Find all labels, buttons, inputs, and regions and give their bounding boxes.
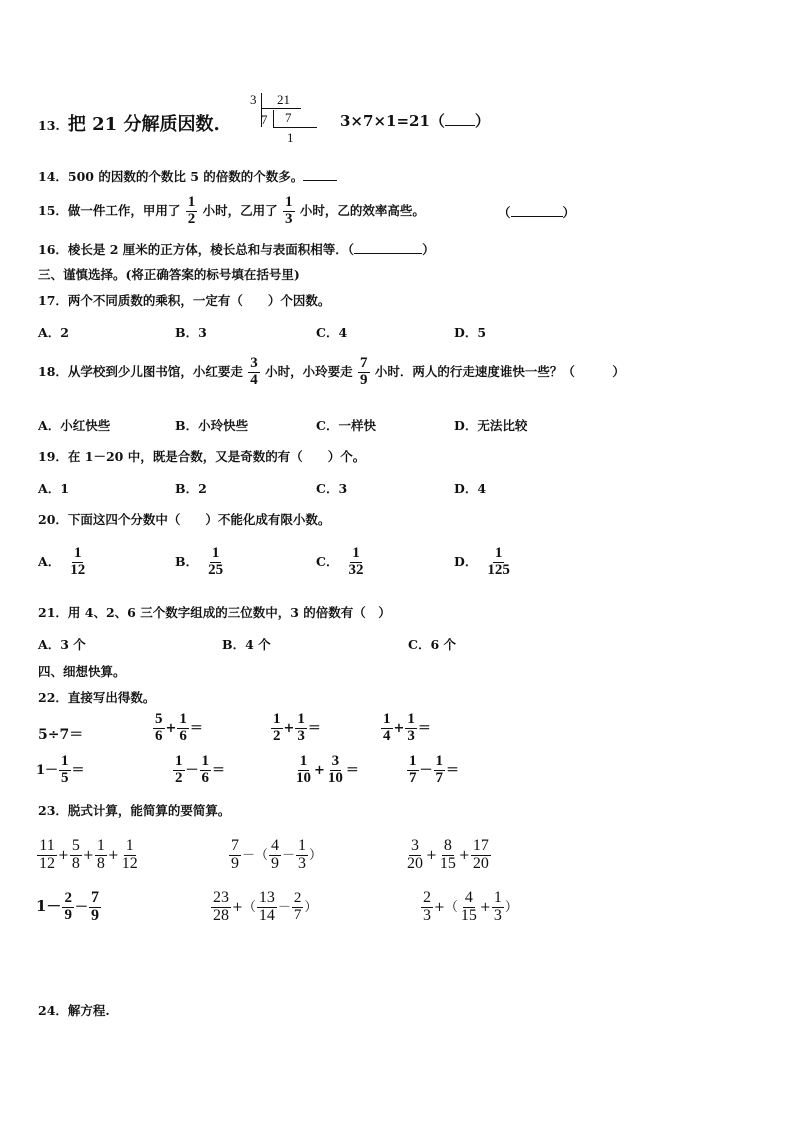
calc-item: $\frac{1}{7}$ － $\frac{1}{7}$ ＝ — [409, 753, 460, 786]
question-13 — [38, 110, 220, 136]
calc-item: $\frac{1}{10}$ + $\frac{3}{10}$ ＝ — [296, 753, 359, 786]
option-a[interactable]: A．3 个 — [38, 637, 86, 652]
question-17: 17．两个不同质数的乘积，一定有（ ）个因数。 — [38, 293, 331, 308]
question-14: 14．500 的因数的个数比 5 的倍数的个数多。 — [38, 167, 337, 185]
calc-item: $\frac{1}{2}$ + $\frac{1}{3}$ ＝ — [273, 711, 321, 744]
expression-3: $\frac{3}{20}$ + $\frac{8}{15}$ + $\frac{17}{20}$ — [407, 837, 489, 872]
question-23: 23．脱式计算，能简算的要简算。 — [38, 803, 231, 818]
fraction: $\frac{7}{9}$ — [360, 355, 368, 388]
question-20: 20．下面这四个分数中（ ）不能化成有限小数。 — [38, 512, 331, 527]
calc-item: $\frac{5}{6}$ + $\frac{1}{6}$ ＝ — [155, 711, 203, 744]
option-c[interactable]: C．一样快 — [316, 418, 376, 433]
dividend-1: 21 — [277, 92, 290, 107]
question-number: 13. — [38, 118, 60, 133]
dividend-2: 7 — [285, 110, 292, 125]
quotient: 1 — [287, 130, 294, 145]
option-d[interactable]: D． $\frac{1}{125}$ — [454, 545, 510, 578]
option-b[interactable]: B．4 个 — [222, 637, 271, 652]
option-b[interactable]: B． $\frac{1}{25}$ — [175, 545, 224, 578]
fraction: $\frac{1}{32}$ — [348, 545, 364, 578]
division-bar-2 — [273, 110, 274, 127]
option-a[interactable]: A．2 — [38, 325, 69, 340]
question-24: 24．解方程. — [38, 1003, 110, 1018]
option-a[interactable]: A． $\frac{1}{12}$ — [38, 545, 86, 578]
section-4-title: 四、细想快算。 — [38, 664, 126, 679]
option-d[interactable]: D．4 — [454, 481, 487, 496]
expression-1: $\frac{11}{12}$ + $\frac{5}{8}$ + $\frac{1}{8}$ + $\frac{1}{12}$ — [39, 837, 138, 872]
fraction: $\frac{3}{4}$ — [250, 355, 258, 388]
expression-2: $\frac{7}{9}$ －（ $\frac{4}{9}$ － $\frac{1}{3}$ ） — [231, 837, 323, 872]
answer-blank[interactable] — [354, 253, 422, 254]
question-21: 21．用 4、2、6 三个数字组成的三位数中，3 的倍数有（ ） — [38, 605, 391, 620]
option-b[interactable]: B．小玲快些 — [175, 418, 249, 433]
option-c[interactable]: C．4 — [316, 325, 348, 340]
calc-item: 1－ $\frac{1}{5}$ ＝ — [36, 753, 85, 786]
fraction: $\frac{1}{2}$ — [187, 194, 196, 227]
option-b[interactable]: B．3 — [175, 325, 207, 340]
divisor-1: 3 — [250, 92, 257, 107]
answer-blank[interactable] — [303, 180, 337, 181]
expression-4: 1－ $\frac{2}{9}$ － $\frac{7}{9}$ — [36, 889, 99, 924]
option-a[interactable]: A．1 — [38, 481, 69, 496]
divisor-2: 7 — [261, 112, 268, 127]
fraction: $\frac{1}{125}$ — [487, 545, 510, 578]
question-16: 16．棱长是 2 厘米的正方体，棱长总和与表面积相等．（ ） — [38, 242, 435, 257]
fraction: $\frac{1}{12}$ — [70, 545, 86, 578]
division-line — [261, 108, 301, 109]
short-division-diagram — [247, 92, 327, 148]
q13-result: 3×7×1=21（ ） — [340, 112, 490, 130]
option-b[interactable]: B．2 — [175, 481, 207, 496]
fraction: $\frac{1}{25}$ — [208, 545, 224, 578]
question-18: 18．从学校到少儿图书馆，小红要走 $\frac{3}{4}$ 小时，小玲要走 $\frac{7}{9}$ 小时．两人的行走速度谁快一些？（ ） — [38, 355, 625, 388]
division-line-2 — [273, 127, 317, 128]
section-3-title: 三、谨慎选择。(将正确答案的标号填在括号里) — [38, 267, 300, 282]
question-19: 19．在 1－20 中，既是合数，又是奇数的有（ ）个。 — [38, 449, 366, 464]
option-c[interactable]: C．6 个 — [408, 637, 456, 652]
question-text: 把 21 分解质因数. — [67, 114, 220, 135]
fraction: $\frac{1}{3}$ — [285, 194, 293, 227]
question-15: 15．做一件工作，甲用了 $\frac{1}{2}$ 小时，乙用了 $\frac{1}{3}$ 小时，乙的效率高些。 — [38, 194, 425, 227]
answer-blank[interactable] — [445, 125, 475, 126]
option-d[interactable]: D．5 — [454, 325, 487, 340]
calc-item: $\frac{1}{2}$ － $\frac{1}{6}$ ＝ — [175, 753, 226, 786]
option-c[interactable]: C．3 — [316, 481, 348, 496]
question-22: 22．直接写出得数。 — [38, 690, 156, 705]
calc-item: 5÷7＝ — [38, 727, 84, 743]
answer-blank[interactable] — [511, 216, 563, 217]
option-d[interactable]: D．无法比较 — [454, 418, 528, 433]
q15-answer-bracket: （ ） — [498, 205, 576, 220]
option-a[interactable]: A．小红快些 — [38, 418, 111, 433]
calc-item: $\frac{1}{4}$ + $\frac{1}{3}$ ＝ — [383, 711, 431, 744]
expression-6: $\frac{2}{3}$ +（ $\frac{4}{15}$ + $\frac{1}{3}$ ） — [423, 889, 518, 924]
option-c[interactable]: C． $\frac{1}{32}$ — [316, 545, 364, 578]
expression-5: $\frac{23}{28}$ +（ $\frac{13}{14}$ － $\frac{2}{7}$ ） — [213, 889, 318, 924]
